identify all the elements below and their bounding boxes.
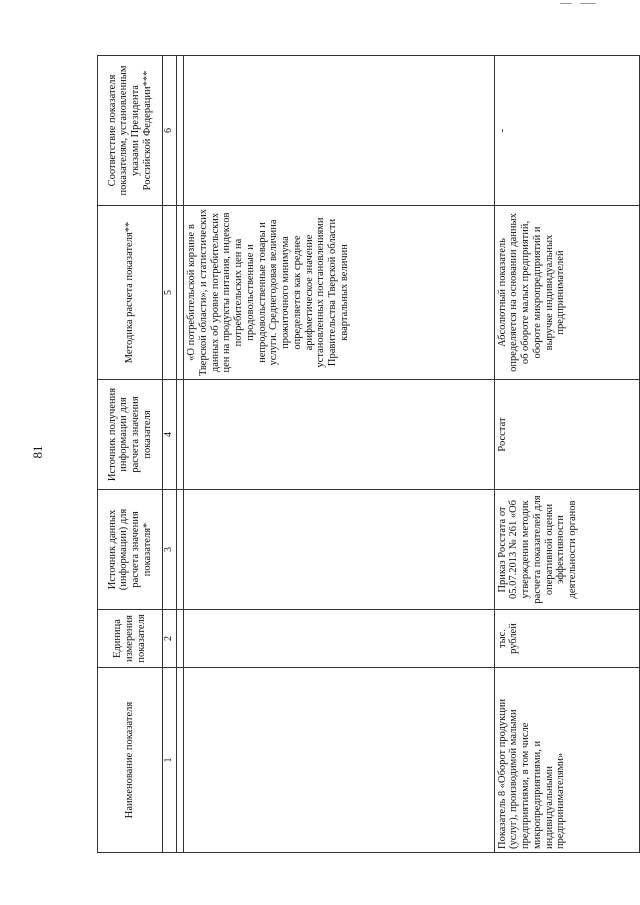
spacer-row (177, 56, 184, 853)
column-number: 5 (163, 206, 177, 380)
column-number: 6 (163, 56, 177, 206)
header-unit: Единица измерения показателя (98, 610, 163, 668)
header-info-source: Источник получения информации для расчета значения показателя (98, 380, 163, 490)
methodology-cell: «О потребительской корзине в Тверской области», и статистических данных об уровне потребительских цен на продукты питания, индексов потребительских цен на продовольственные и непродовольственные товары и услуги. Среднегодовая величина прожиточного минимума определяется как среднее арифметическое значение установленных постановлениями Правительства Тверской области квартальных величин (184, 206, 495, 380)
header-methodology: Методика расчета показателя** (98, 206, 163, 380)
methodology-cell: Абсолютный показатель определяется на основании данных об обороте малых предприятий, обороте микропредприятий и выручке индивидуальных предпринимателей (494, 206, 639, 380)
indicator-table (97, 55, 640, 853)
column-number: 1 (163, 668, 177, 853)
unit-cell: тыс. рублей (494, 610, 639, 668)
table-row-continued (184, 56, 495, 853)
indicator-name-cell: Показатель 8 «Оборот продукции (услуг), производимой малыми предприятиями, в том числе микропредприятиями, и индивидуальными предпринимателями» (494, 668, 639, 853)
column-number-row (163, 56, 177, 853)
column-number: 3 (163, 490, 177, 610)
scan-mark (580, 3, 596, 4)
info-source-cell: Росстат (494, 380, 639, 490)
table-row-indicator-8 (494, 56, 639, 853)
header-compliance: Соответствие показателя показателям, установленным указами Президента Российской Федерации*** (98, 56, 163, 206)
compliance-cell: - (494, 56, 639, 206)
header-data-source: Источник данных (информации) для расчета значения показателя* (98, 490, 163, 610)
page-number: 81 (30, 445, 45, 459)
column-number: 4 (163, 380, 177, 490)
scan-mark (560, 3, 572, 4)
data-source-cell: Приказ Росстата от 05.07.2013 № 261 «Об утверждении методик расчета показателей для оперативной оценки эффективности деятельности органов (494, 490, 639, 610)
header-name: Наименование показателя (98, 668, 163, 853)
rotated-table-wrapper (97, 56, 640, 853)
header-row (98, 56, 163, 853)
column-number: 2 (163, 610, 177, 668)
